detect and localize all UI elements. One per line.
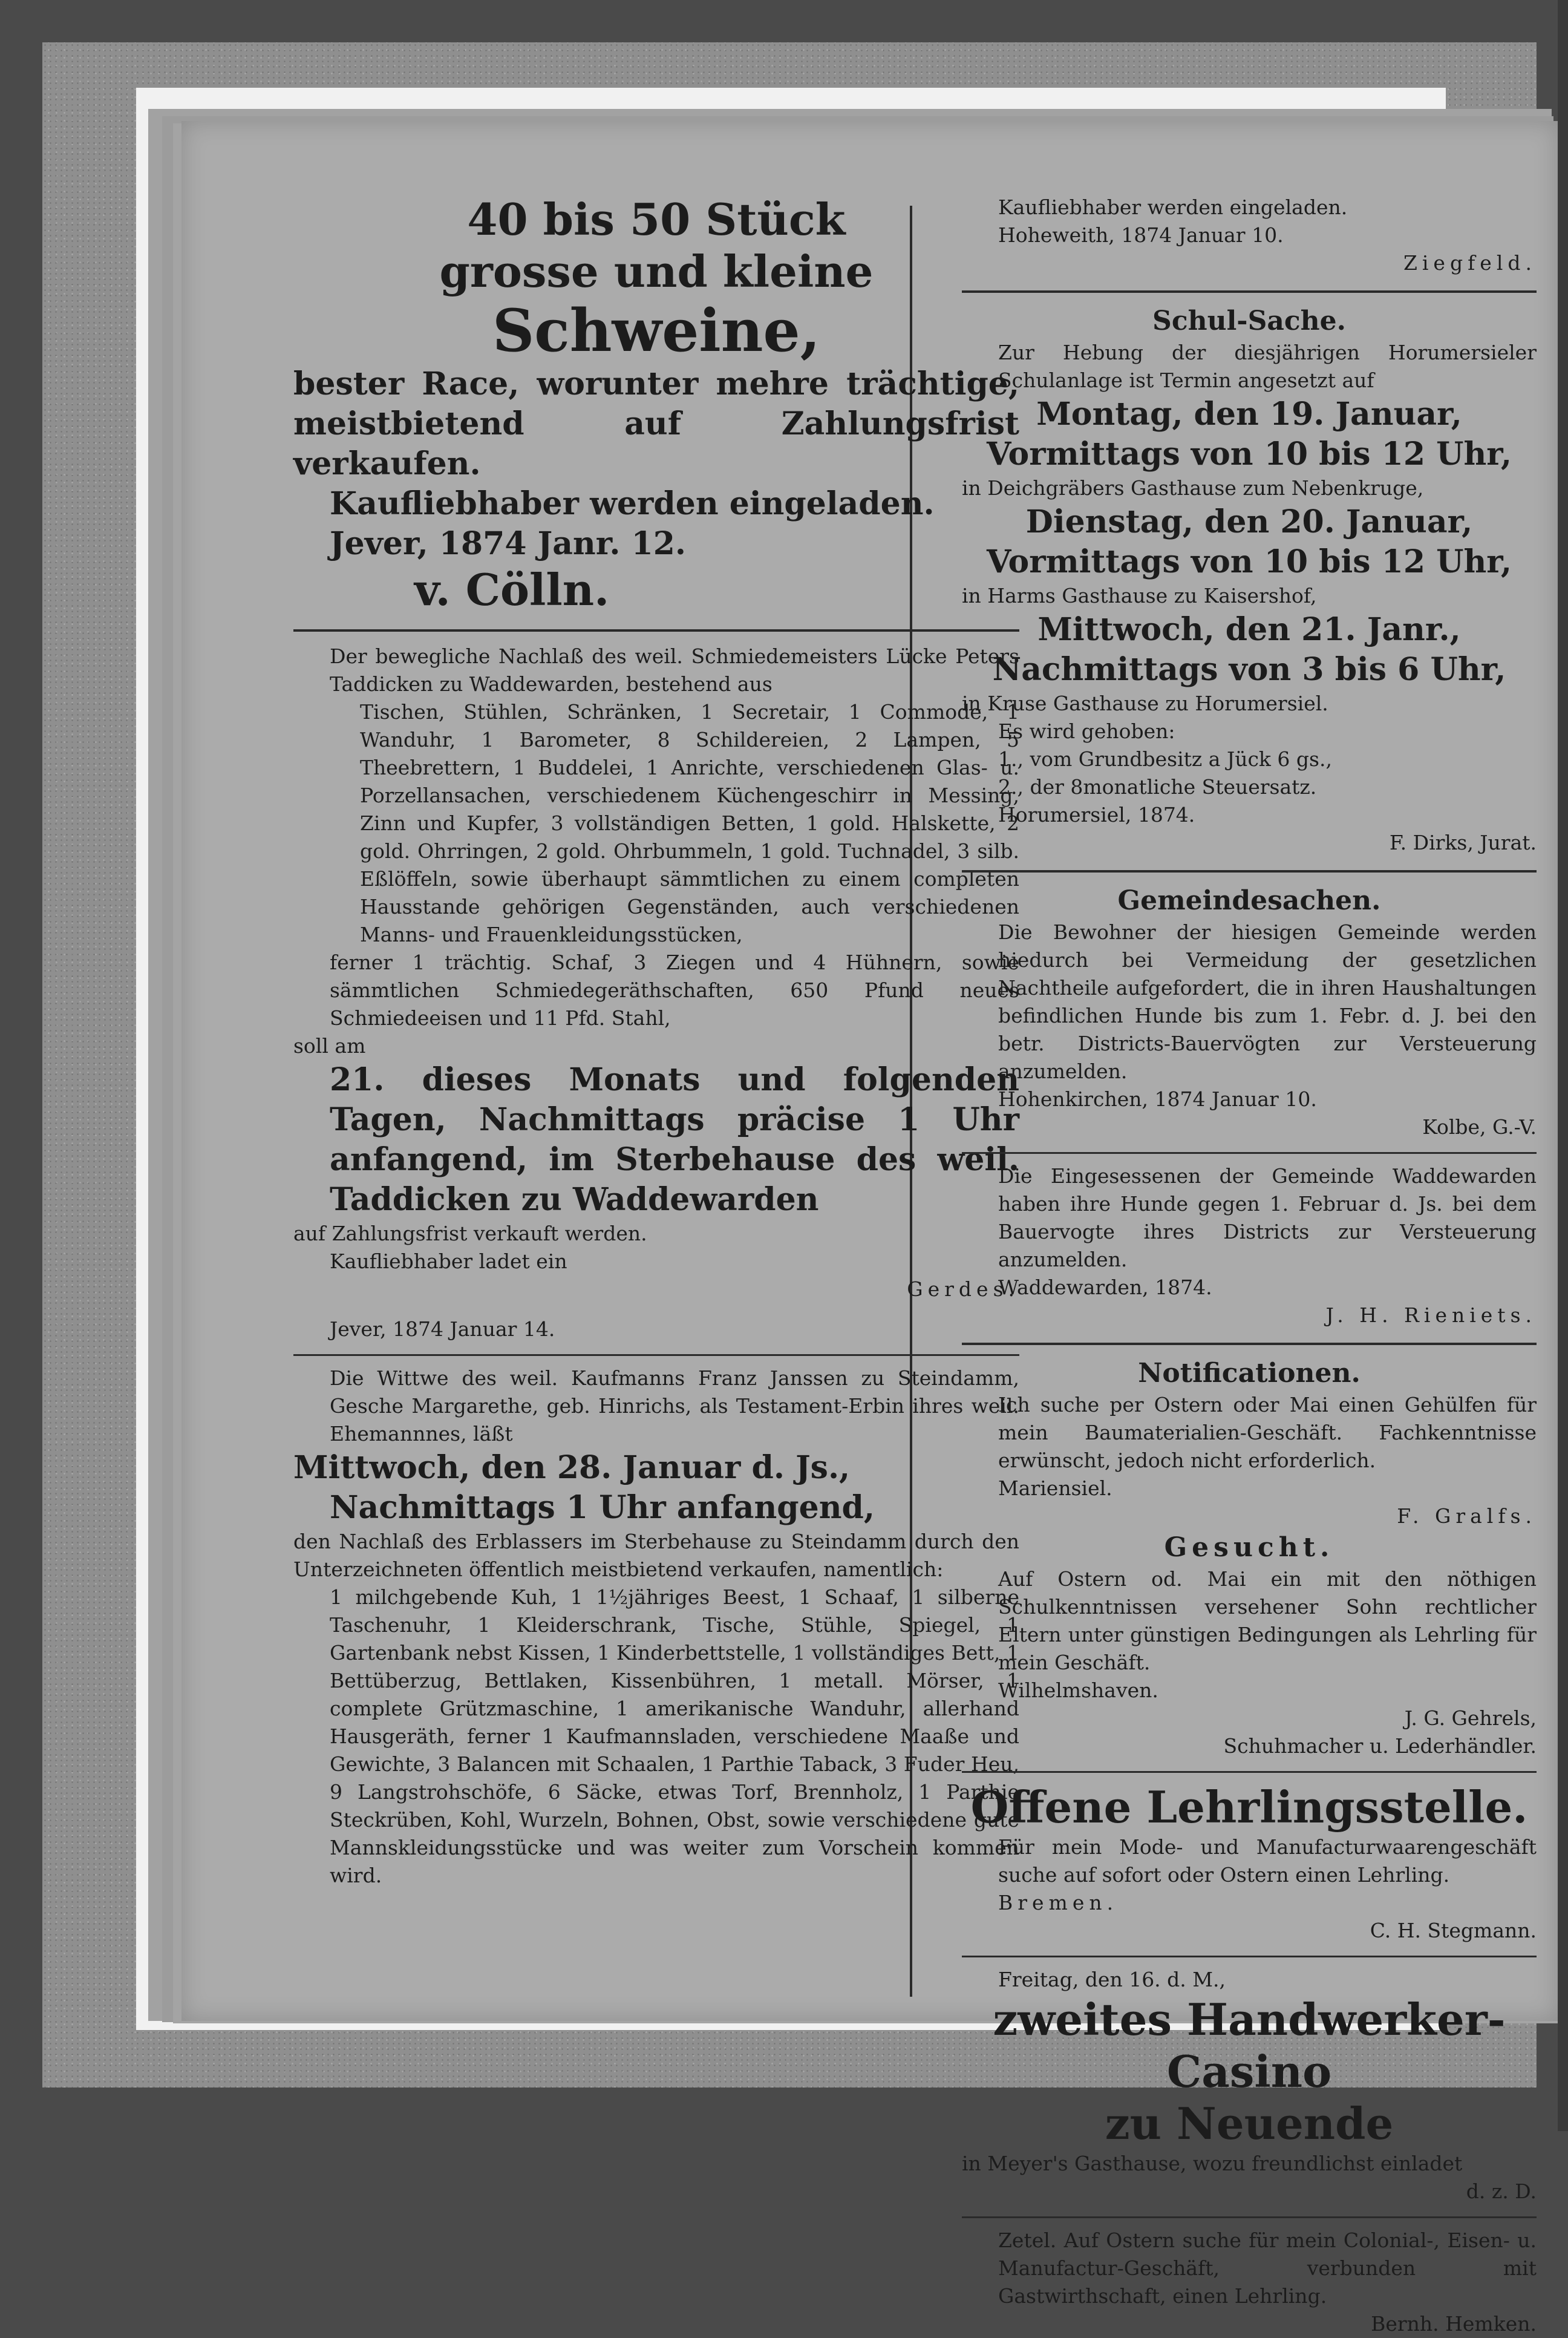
ad-date-emphasis: Nachmittags 1 Uhr anfangend, <box>330 1489 875 1526</box>
ad-signature: d. z. D. <box>1466 2179 1537 2203</box>
separator <box>962 870 1537 873</box>
separator <box>962 2216 1537 2218</box>
section-item: 2., der 8monatliche Steuersatz. <box>998 775 1317 799</box>
ad-signature: Ziegfeld. <box>1403 251 1537 275</box>
section-place: Wilhelmshaven. <box>998 1678 1158 1702</box>
ad-heading: 40 bis 50 Stück <box>467 194 846 245</box>
ad-signature: Gerdes. <box>907 1277 1019 1301</box>
section-signature: J. G. Gehrels, <box>1404 1706 1537 1730</box>
ad-date: Hoheweith, 1874 Januar 10. <box>998 223 1284 247</box>
ad-text: in Meyer's Gasthause, wozu freundlichst einladet <box>962 2152 1463 2175</box>
separator <box>293 629 1019 632</box>
schedule-place: in Deichgräbers Gasthause zum Nebenkruge, <box>962 476 1424 500</box>
schedule-day: Montag, den 19. Januar, <box>1036 396 1462 433</box>
section-gemeindesachen <box>962 883 1537 1329</box>
section-text: Für mein Mode- und Manufacturwaarengeschäft suche auf sofort oder Ostern einen Lehrling. <box>998 1835 1537 1887</box>
schedule-time: Vormittags von 10 bis 12 Uhr, <box>986 436 1512 473</box>
ad-date: Jever, 1874 Janr. 12. <box>330 525 687 562</box>
left-column <box>293 194 1019 1890</box>
separator <box>962 290 1537 293</box>
section-notificationen <box>962 1356 1537 1530</box>
ad-heading: grosse und kleine <box>439 246 874 297</box>
section-heading: Gemeindesachen. <box>1117 885 1381 916</box>
ad-date: Freitag, den 16. d. M., <box>998 1968 1226 1991</box>
section-heading: Schul-Sache. <box>1152 306 1346 336</box>
ad-invite: Kaufliebhaber werden eingeladen. <box>330 485 935 522</box>
ad-schweine <box>293 194 1019 616</box>
schedule-place: in Kruse Gasthause zu Horumersiel. <box>962 692 1328 715</box>
schedule-time: Vormittags von 10 bis 12 Uhr, <box>986 543 1512 580</box>
ad-heading: zu Neuende <box>1105 2098 1394 2149</box>
ad-handwerker-casino <box>962 1966 1537 2205</box>
section-text: Zur Hebung der diesjährigen Horumersieler Schulanlage ist Termin angesetzt auf <box>998 341 1537 392</box>
section-signature: Kolbe, G.-V. <box>1422 1115 1537 1139</box>
ad-zetel <box>962 2227 1537 2338</box>
section-place: Mariensiel. <box>998 1476 1112 1500</box>
section-date: Waddewarden, 1874. <box>998 1275 1212 1299</box>
ad-lehrlingsstelle <box>962 1781 1537 1945</box>
section-item: 1., vom Grundbesitz a Jück 6 gs., <box>998 747 1332 771</box>
section-heading: Gesucht. <box>1164 1532 1334 1563</box>
section-text: Es wird gehoben: <box>998 719 1175 743</box>
separator <box>962 1343 1537 1345</box>
ad-text: soll am <box>293 1034 366 1058</box>
ad-heading: Schweine, <box>492 296 821 365</box>
scan-margin <box>1558 0 1568 2131</box>
ad-gesucht <box>962 1530 1537 1760</box>
section-signature: C. H. Stegmann. <box>1370 1919 1537 1942</box>
ad-items: Tischen, Stühlen, Schränken, 1 Secretair, 1 Commode, 1 Wanduhr, 1 Barometer, 8 Schildereien, 2 Lampen, 5 Theebrettern, 1 Buddelei, 1 Anrichte, verschiedenen Glas- u. Porzellansachen, verschiedenem Küchengeschirr in Messing, Zinn und Kupfer, 3 vollständigen Betten, 1 gold. Halskette, 2 gold. Ohrringen, 2 gold. Ohrbummeln, 1 gold. Tuchnadel, 3 silb. Eßlöffeln, sowie überhaupt sämmtlichen zu einem completen Hausstande gehörigen Gegenständen, auch verschiedenen Manns- und Frauenkleidungsstücken, <box>360 700 1019 946</box>
separator <box>293 1354 1019 1356</box>
separator <box>962 1771 1537 1773</box>
ad-text: auf Zahlungsfrist verkauft werden. <box>293 1222 647 1245</box>
ad-invite: Kaufliebhaber ladet ein <box>330 1249 567 1273</box>
ad-text: den Nachlaß des Erblassers im Sterbehause zu Steindamm durch den Unterzeichneten öffentlich meistbietend verkaufen, namentlich: <box>293 1530 1019 1581</box>
section-schul-sache <box>962 304 1537 857</box>
ad-text: ferner 1 trächtig. Schaf, 3 Ziegen und 4 Hühnern, sowie sämmtlichen Schmiedegeräthschaften, 650 Pfund neues Schmiedeeisen und 11 Pfd. Stahl, <box>330 951 1019 1030</box>
section-text: Die Bewohner der hiesigen Gemeinde werden hiedurch bei Vermeidung der gesetzlichen Nachtheile aufgefordert, die in ihren Haushaltungen befindlichen Hunde bis zum 1. Febr. d. J. bei den betr. Districts-Bauervögten zur Versteuerung anzumelden. <box>998 920 1537 1083</box>
ad-text: Die Wittwe des weil. Kaufmanns Franz Janssen zu Steindamm, Gesche Margarethe, geb. Hinrichs, als Testament-Erbin ihres weil. Ehemannnes, läßt <box>330 1366 1019 1446</box>
schedule-place: in Harms Gasthause zu Kaisershof, <box>962 584 1317 607</box>
section-text: Die Eingesessenen der Gemeinde Waddewarden haben ihre Hunde gegen 1. Februar d. Js. bei dem Bauervogte ihres Districts zur Versteuerung anzumelden. <box>998 1164 1537 1271</box>
ad-text: bester Race, worunter mehre trächtige, meistbietend auf Zahlungsfrist verkaufen. <box>293 365 1019 482</box>
ad-date: Jever, 1874 Januar 14. <box>330 1317 555 1341</box>
section-date: Hohenkirchen, 1874 Januar 10. <box>998 1087 1317 1111</box>
ad-top-right <box>962 194 1537 277</box>
section-heading: Notificationen. <box>1138 1358 1361 1389</box>
schedule-day: Mittwoch, den 21. Janr., <box>1037 611 1461 648</box>
ad-items: 1 milchgebende Kuh, 1 1½jähriges Beest, 1 Schaaf, 1 silberne Taschenuhr, 1 Kleiderschrank, Tische, Stühle, Spiegel, 1 Gartenbank nebst Kissen, 1 Kinderbettstelle, 1 vollständiges Bett, 1 Bettüberzug, Bettlaken, Kissenbühren, 1 metall. Mörser, 1 complete Grützmaschine, 1 amerikanische Wanduhr, allerhand Hausgeräth, ferner 1 Kaufmannsladen, verschiedene Maaße und Gewichte, 3 Balancen mit Schaalen, 1 Parthie Taback, 3 Fuder Heu, 9 Langstrohschöfe, 6 Säcke, etwas Torf, Brennholz, 1 Parthie Steckrüben, Kohl, Wurzeln, Bohnen, Obst, sowie verschiedene gute Mannskleidungsstücke und was weiter zum Vorschein kommen wird. <box>330 1585 1019 1887</box>
section-place: Horumersiel, 1874. <box>998 803 1195 827</box>
ad-invite: Kaufliebhaber werden eingeladen. <box>998 195 1348 219</box>
ad-heading: zweites Handwerker-Casino <box>993 1994 1506 2097</box>
schedule-day: Dienstag, den 20. Januar, <box>1025 503 1473 540</box>
section-signature: F. Gralfs. <box>1397 1504 1537 1528</box>
ad-text: Zetel. Auf Ostern suche für mein Colonial-, Eisen- u. Manufactur-Geschäft, verbunden mit Gastwirthschaft, einen Lehrling. <box>998 2228 1537 2308</box>
schedule-time: Nachmittags von 3 bis 6 Uhr, <box>992 651 1506 688</box>
ad-nachlass-janssen <box>293 1364 1019 1890</box>
ad-nachlass-taddicken <box>293 643 1019 1343</box>
separator <box>962 1956 1537 1957</box>
section-place: Bremen. <box>998 1891 1119 1914</box>
newspaper-page <box>181 121 1558 2336</box>
ad-text: Der bewegliche Nachlaß des weil. Schmiedemeisters Lücke Peters Taddicken zu Waddewarden, bestehend aus <box>330 644 1019 696</box>
section-signature: F. Dirks, Jurat. <box>1389 831 1537 854</box>
right-column <box>962 194 1537 2338</box>
ad-signature: Bernh. Hemken. <box>1371 2312 1537 2336</box>
ad-date-emphasis: 21. dieses Monats und folgenden Tagen, Nachmittags präcise 1 Uhr anfangend, im Sterbehause des weil. Taddicken zu Waddewarden <box>330 1061 1019 1218</box>
section-text: Ich suche per Ostern oder Mai einen Gehülfen für mein Baumaterialien-Geschäft. Fachkenntnisse erwünscht, jedoch nicht erforderlich. <box>998 1393 1537 1472</box>
ad-signature: v. Cölln. <box>414 564 610 615</box>
ad-date-emphasis: Mittwoch, den 28. Januar d. Js., <box>293 1449 851 1486</box>
section-signature: J. H. Rieniets. <box>1325 1303 1537 1327</box>
section-heading: Offene Lehrlingsstelle. <box>970 1781 1528 1833</box>
separator <box>962 1152 1537 1154</box>
section-text: Auf Ostern od. Mai ein mit den nöthigen Schulkenntnissen versehener Sohn rechtlicher Eltern unter günstigen Bedingungen als Lehrling für mein Geschäft. <box>998 1567 1537 1674</box>
section-signature: Schuhmacher u. Lederhändler. <box>1223 1734 1537 1758</box>
